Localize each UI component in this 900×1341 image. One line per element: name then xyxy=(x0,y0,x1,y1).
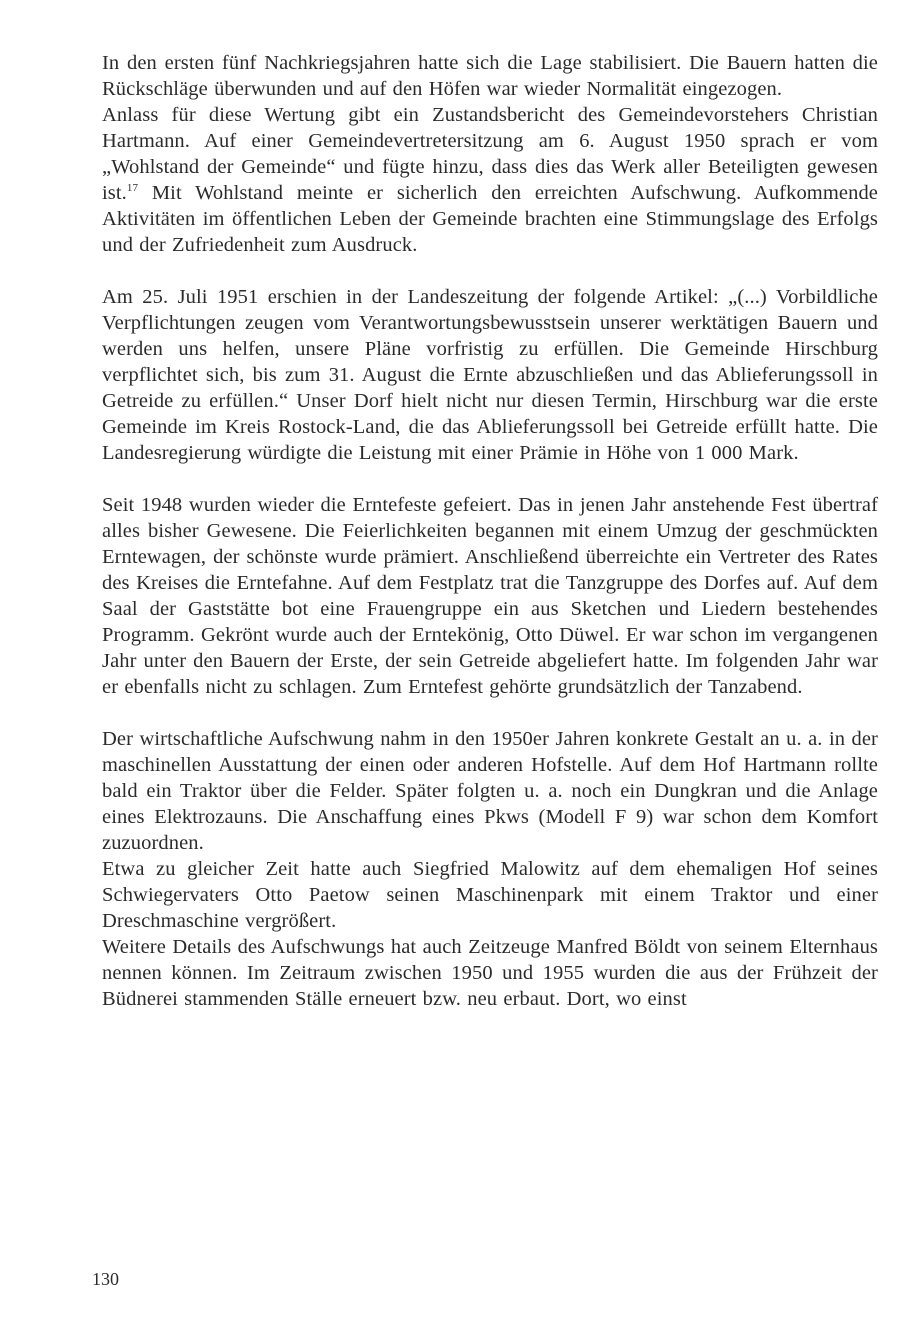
paragraph-landeszeitung-article: Am 25. Juli 1951 erschien in der Landeszeitung der folgende Artikel: „(...) Vorbildliche Verpflichtungen zeugen vom Verantwortungsbewusstsein unserer werktätigen Bauern und werden uns helfen, unsere Pläne vorfristig zu erfüllen. Die Gemeinde Hirschburg verpflichtet sich, bis zum 31. August die Ernte abzuschließen und das Ablieferungssoll in Getreide zu erfüllen.“ Unser Dorf hielt nicht nur diesen Termin, Hirschburg war die erste Gemeinde im Kreis Rostock-Land, die das Ablieferungssoll bei Getreide erfüllt hatte. Die Landesregierung würdigte die Leistung mit einer Prämie in Höhe von 1 000 Mark. xyxy=(102,286,878,464)
paragraph-postwar-stabilization: In den ersten fünf Nachkriegsjahren hatte sich die Lage stabilisiert. Die Bauern hatten die Rückschläge überwunden und auf den Höfen war wieder Normalität eingezogen. xyxy=(102,52,878,100)
paragraph-text: Anlass für diese Wertung gibt ein Zustandsbericht des Gemeindevorstehers Christian Hartmann. Auf einer Gemeindevertretersitzung am 6. August 1950 sprach er vom „Wohlstand der Gemeinde“ und fügte hinzu, dass dies das Werk aller Beteiligten gewesen ist. xyxy=(102,104,878,204)
paragraph-harvest-festival: Seit 1948 wurden wieder die Erntefeste gefeiert. Das in jenen Jahr anstehende Fest übertraf alles bisher Gewesene. Die Feierlichkeiten begannen mit einem Umzug der geschmückten Erntewagen, der schönste wurde prämiert. Anschließend überreichte ein Vertreter des Rates des Kreises die Erntefahne. Auf dem Festplatz trat die Tanzgruppe des Dorfes auf. Auf dem Saal der Gaststätte bot eine Frauengruppe ein aus Sketchen und Liedern bestehendes Programm. Gekrönt wurde auch der Erntekönig, Otto Düwel. Er war schon im vergangenen Jahr unter den Bauern der Erste, der sein Getreide abgeliefert hatte. Im folgenden Jahr war er ebenfalls nicht zu schlagen. Zum Erntefest gehörte grundsätzlich der Tanzabend. xyxy=(102,494,878,698)
page-body xyxy=(102,50,878,1012)
page-number: 130 xyxy=(92,1269,119,1289)
paragraph-boeldt: Weitere Details des Aufschwungs hat auch Zeitzeuge Manfred Böldt von seinem Elternhaus nennen können. Im Zeitraum zwischen 1950 und 1955 wurden die aus der Frühzeit der Büdnerei stammenden Ställe erneuert bzw. neu erbaut. Dort, wo einst xyxy=(102,936,878,1010)
paragraph-malowitz: Etwa zu gleicher Zeit hatte auch Siegfried Malowitz auf dem ehemaligen Hof seines Schwiegervaters Otto Paetow seinen Maschinenpark mit einem Traktor und einer Dreschmaschine vergrößert. xyxy=(102,858,878,932)
paragraph-economic-upswing: Der wirtschaftliche Aufschwung nahm in den 1950er Jahren konkrete Gestalt an u. a. in der maschinellen Ausstattung der einen oder anderen Hofstelle. Auf dem Hof Hartmann rollte bald ein Traktor über die Felder. Später folgten u. a. noch ein Dungkran und die Anlage eines Elektrozauns. Die Anschaffung eines Pkws (Modell F 9) war schon dem Komfort zuzuordnen. xyxy=(102,728,878,854)
footnote-marker: 17 xyxy=(126,182,139,195)
paragraph-hartmann-report xyxy=(102,102,878,258)
paragraph-text: Mit Wohlstand meinte er sicherlich den erreichten Aufschwung. Aufkommende Aktivitäten im öffentlichen Leben der Gemeinde brachten eine Stimmungslage des Erfolgs und der Zufriedenheit zum Ausdruck. xyxy=(102,182,878,256)
